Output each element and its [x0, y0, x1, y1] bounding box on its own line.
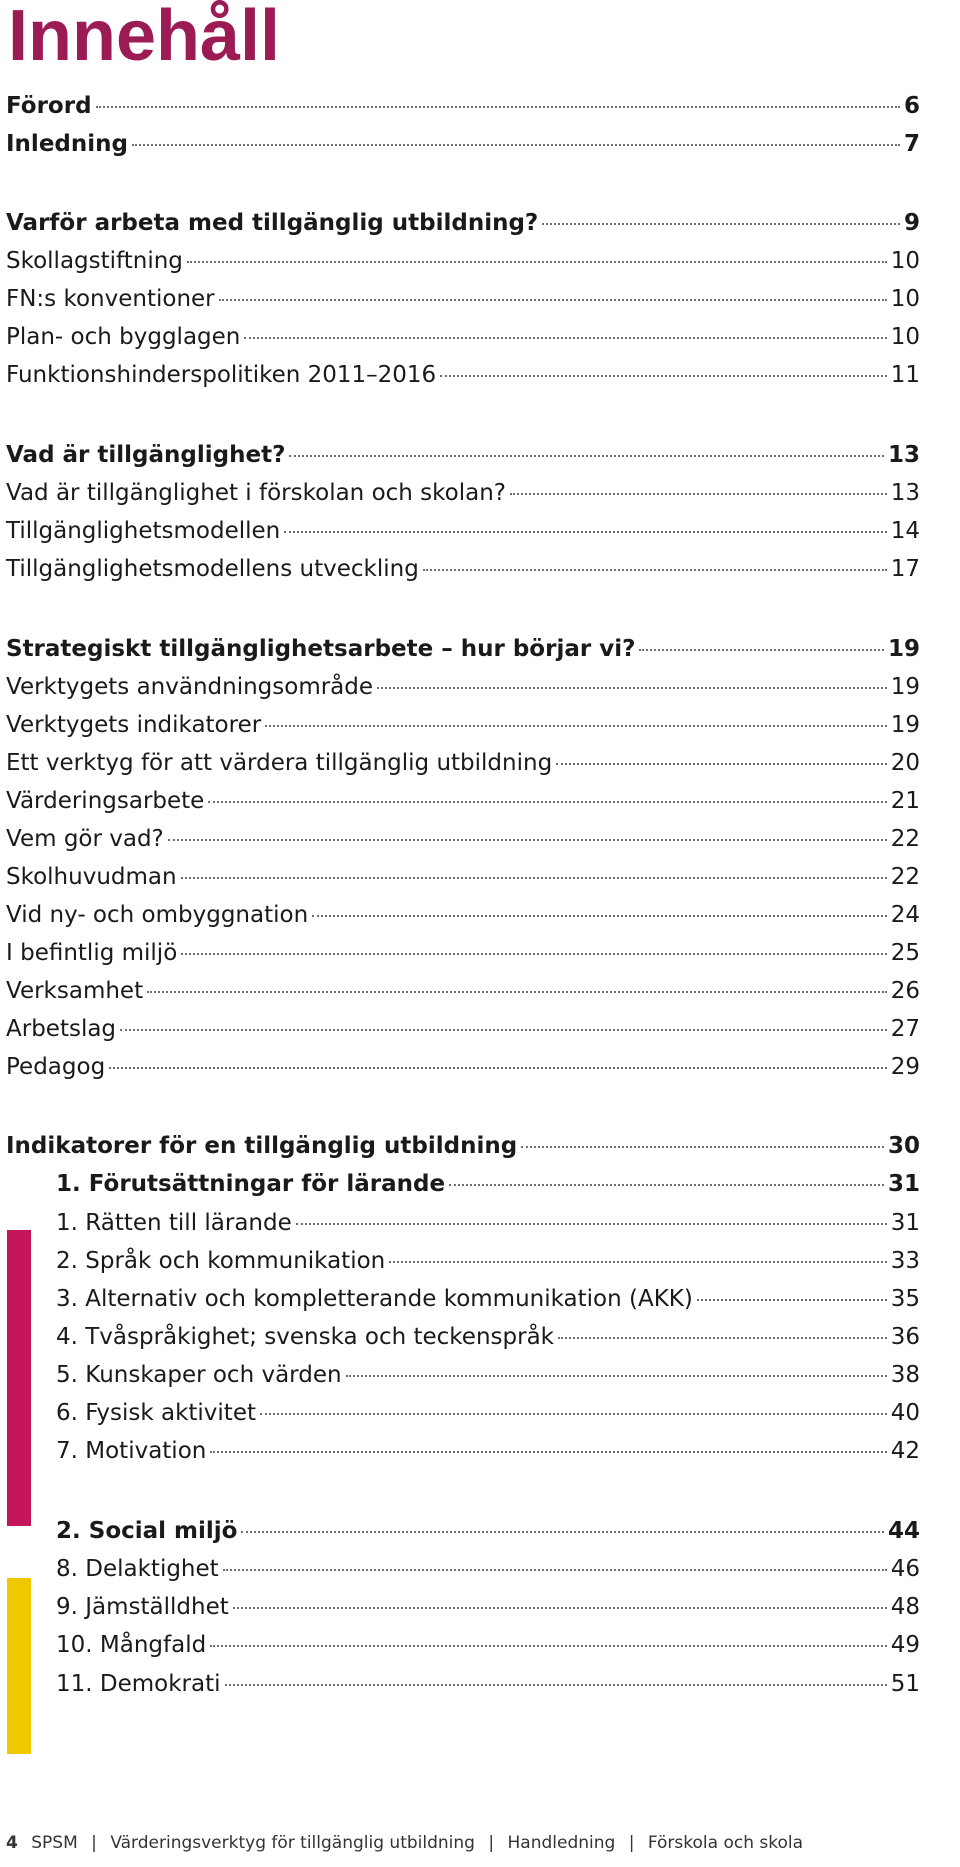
toc-entry[interactable] [56, 1322, 920, 1352]
toc-dot-leader [132, 144, 900, 146]
toc-entry[interactable] [56, 1630, 920, 1660]
toc-entry[interactable] [6, 554, 920, 584]
toc-entry[interactable] [6, 91, 920, 121]
toc-entry[interactable] [6, 824, 920, 854]
toc-entry[interactable] [6, 976, 920, 1006]
toc-entry[interactable] [6, 862, 920, 892]
toc-entry-page-number: 14 [890, 518, 920, 544]
toc-entry[interactable] [6, 129, 920, 159]
toc-entry[interactable] [56, 1398, 920, 1428]
toc-entry[interactable] [6, 938, 920, 968]
toc-entry-label: 7. Motivation [56, 1438, 207, 1464]
toc-entry-label: Pedagog [6, 1054, 106, 1080]
toc-entry[interactable] [56, 1669, 920, 1699]
toc-entry-page-number: 22 [890, 864, 920, 890]
toc-dot-leader [440, 375, 887, 377]
toc-entry[interactable] [56, 1516, 920, 1546]
toc-entry-page-number: 31 [890, 1210, 920, 1236]
toc-entry[interactable] [6, 208, 920, 238]
toc-entry-label: FN:s konventioner [6, 286, 215, 312]
toc-entry[interactable] [56, 1436, 920, 1466]
toc-entry-page-number: 42 [890, 1438, 920, 1464]
toc-dot-leader [96, 106, 900, 108]
toc-dot-leader [556, 763, 887, 765]
toc-entry[interactable] [6, 1014, 920, 1044]
toc-entry-page-number: 22 [890, 826, 920, 852]
toc-dot-leader [510, 493, 887, 495]
toc-entry-label: Plan- och bygglagen [6, 324, 241, 350]
section-color-bar-forutsattningar [7, 1230, 31, 1526]
toc-entry-page-number: 35 [890, 1286, 920, 1312]
toc-entry-label: Varför arbeta med tillgänglig utbildning? [6, 210, 539, 236]
toc-dot-leader [296, 1223, 887, 1225]
toc-entry[interactable] [6, 1052, 920, 1082]
toc-entry-label: Skollagstiftning [6, 248, 183, 274]
toc-dot-leader [639, 649, 884, 651]
toc-entry-label: 2. Språk och kommunikation [56, 1248, 386, 1274]
toc-dot-leader [233, 1607, 887, 1609]
toc-entry[interactable] [6, 246, 920, 276]
toc-entry-label: 3. Alternativ och kompletterande kommunikation (AKK) [56, 1286, 693, 1312]
toc-dot-leader [210, 1451, 886, 1453]
toc-entry[interactable] [6, 634, 920, 664]
toc-entry-label: Tillgänglighetsmodellen [6, 518, 281, 544]
toc-entry[interactable] [6, 516, 920, 546]
toc-entry-label: Arbetslag [6, 1016, 117, 1042]
toc-entry-page-number: 48 [890, 1594, 920, 1620]
toc-dot-leader [208, 801, 886, 803]
footer-separator: | [628, 1833, 635, 1853]
toc-entry[interactable] [6, 440, 920, 470]
toc-entry-label: Funktionshinderspolitiken 2011–2016 [6, 362, 437, 388]
toc-entry-label: Verksamhet [6, 978, 144, 1004]
toc-entry[interactable] [6, 478, 920, 508]
toc-dot-leader [260, 1413, 887, 1415]
toc-entry[interactable] [6, 1131, 920, 1161]
toc-entry-page-number: 33 [890, 1248, 920, 1274]
toc-entry-label: 2. Social miljö [56, 1518, 238, 1544]
toc-dot-leader [120, 1029, 887, 1031]
toc-entry[interactable] [56, 1246, 920, 1276]
toc-entry-page-number: 13 [887, 442, 920, 468]
toc-dot-leader [377, 687, 887, 689]
toc-dot-leader [168, 839, 887, 841]
toc-entry-page-number: 38 [890, 1362, 920, 1388]
toc-entry-label: Strategiskt tillgänglighetsarbete – hur börjar vi? [6, 636, 636, 662]
footer-type: Handledning [507, 1833, 616, 1853]
footer-separator: | [91, 1833, 97, 1853]
toc-entry[interactable] [6, 786, 920, 816]
toc-entry-label: 6. Fysisk aktivitet [56, 1400, 256, 1426]
toc-dot-leader [219, 299, 887, 301]
toc-entry[interactable] [6, 748, 920, 778]
toc-entry[interactable] [6, 360, 920, 390]
toc-dot-leader [521, 1146, 884, 1148]
toc-dot-leader [109, 1067, 887, 1069]
toc-entry[interactable] [56, 1169, 920, 1199]
toc-entry-page-number: 19 [890, 712, 920, 738]
toc-entry-label: Indikatorer för en tillgänglig utbildning [6, 1133, 518, 1159]
toc-entry-label: 1. Förutsättningar för lärande [56, 1171, 446, 1197]
toc-entry-page-number: 10 [890, 248, 920, 274]
toc-entry-page-number: 6 [903, 93, 920, 119]
toc-entry[interactable] [56, 1360, 920, 1390]
toc-dot-leader [210, 1645, 887, 1647]
toc-entry[interactable] [6, 900, 920, 930]
toc-entry-page-number: 40 [890, 1400, 920, 1426]
toc-entry-page-number: 49 [890, 1632, 920, 1658]
toc-entry-page-number: 44 [887, 1518, 920, 1544]
footer-org: SPSM [31, 1833, 78, 1853]
toc-entry-page-number: 13 [890, 480, 920, 506]
toc-entry[interactable] [6, 710, 920, 740]
toc-entry-label: Verktygets indikatorer [6, 712, 262, 738]
toc-entry-label: 8. Delaktighet [56, 1556, 219, 1582]
toc-dot-leader [346, 1375, 887, 1377]
toc-entry-label: Tillgänglighetsmodellens utveckling [6, 556, 419, 582]
toc-dot-leader [147, 991, 887, 993]
toc-dot-leader [181, 877, 887, 879]
toc-dot-leader [225, 1684, 887, 1686]
toc-entry-page-number: 10 [890, 324, 920, 350]
toc-dot-leader [423, 569, 887, 571]
toc-dot-leader [389, 1261, 886, 1263]
toc-entry-label: 1. Rätten till lärande [56, 1210, 292, 1236]
toc-entry-label: 11. Demokrati [56, 1671, 221, 1697]
toc-entry-label: Förord [6, 93, 92, 119]
toc-entry[interactable] [56, 1592, 920, 1622]
toc-entry-label: Ett verktyg för att värdera tillgänglig utbildning [6, 750, 553, 776]
toc-entry-page-number: 26 [890, 978, 920, 1004]
toc-entry[interactable] [6, 284, 920, 314]
toc-dot-leader [223, 1569, 887, 1571]
toc-dot-leader [312, 915, 887, 917]
toc-dot-leader [542, 223, 900, 225]
toc-entry-label: 9. Jämställdhet [56, 1594, 229, 1620]
toc-entry-page-number: 21 [890, 788, 920, 814]
toc-entry-page-number: 36 [890, 1324, 920, 1350]
toc-dot-leader [265, 725, 887, 727]
toc-entry-label: Värderingsarbete [6, 788, 205, 814]
footer-page-number: 4 [6, 1833, 18, 1853]
toc-entry-label: I befintlig miljö [6, 940, 178, 966]
toc-entry-page-number: 27 [890, 1016, 920, 1042]
toc-entry-page-number: 19 [887, 636, 920, 662]
toc-entry-label: 10. Mångfald [56, 1632, 207, 1658]
toc-dot-leader [181, 953, 886, 955]
toc-entry-label: Inledning [6, 131, 128, 157]
toc-dot-leader [241, 1531, 884, 1533]
toc-entry[interactable] [6, 322, 920, 352]
toc-dot-leader [697, 1299, 887, 1301]
toc-entry-page-number: 9 [903, 210, 920, 236]
toc-entry[interactable] [56, 1554, 920, 1584]
toc-entry-page-number: 31 [887, 1171, 920, 1197]
toc-entry-page-number: 24 [890, 902, 920, 928]
toc-dot-leader [244, 337, 886, 339]
toc-entry-label: Vad är tillgänglighet i förskolan och skolan? [6, 480, 506, 506]
toc-entry-page-number: 25 [890, 940, 920, 966]
toc-dot-leader [187, 261, 887, 263]
toc-dot-leader [449, 1184, 884, 1186]
footer-publication: Värderingsverktyg för tillgänglig utbildning [110, 1833, 475, 1853]
toc-entry-page-number: 51 [890, 1671, 920, 1697]
toc-entry[interactable] [56, 1208, 920, 1238]
footer-audience: Förskola och skola [647, 1833, 804, 1853]
toc-entry-page-number: 29 [890, 1054, 920, 1080]
toc-entry-page-number: 19 [890, 674, 920, 700]
toc-entry-page-number: 30 [887, 1133, 920, 1159]
toc-entry-page-number: 11 [890, 362, 920, 388]
section-color-bar-social-miljo [7, 1578, 31, 1754]
toc-entry-label: Vid ny- och ombyggnation [6, 902, 309, 928]
toc-entry-label: Skolhuvudman [6, 864, 177, 890]
toc-entry-page-number: 7 [903, 131, 920, 157]
toc-dot-leader [284, 531, 886, 533]
toc-entry[interactable] [56, 1284, 920, 1314]
toc-entry-page-number: 46 [890, 1556, 920, 1582]
footer-separator: | [488, 1833, 495, 1853]
toc-entry-label: Vad är tillgänglighet? [6, 442, 286, 468]
toc-entry-label: 5. Kunskaper och värden [56, 1362, 342, 1388]
toc-entry[interactable] [6, 672, 920, 702]
toc-entry-label: Vem gör vad? [6, 826, 164, 852]
toc-entry-page-number: 17 [890, 556, 920, 582]
toc-entry-page-number: 20 [890, 750, 920, 776]
toc-dot-leader [558, 1337, 887, 1339]
toc-entry-label: Verktygets användningsområde [6, 674, 374, 700]
toc-entry-page-number: 10 [890, 286, 920, 312]
toc-dot-leader [289, 455, 884, 457]
page-title: Innehåll [8, 0, 281, 76]
toc-entry-label: 4. Tvåspråkighet; svenska och teckenspråk [56, 1324, 554, 1350]
page-footer [6, 1832, 803, 1854]
